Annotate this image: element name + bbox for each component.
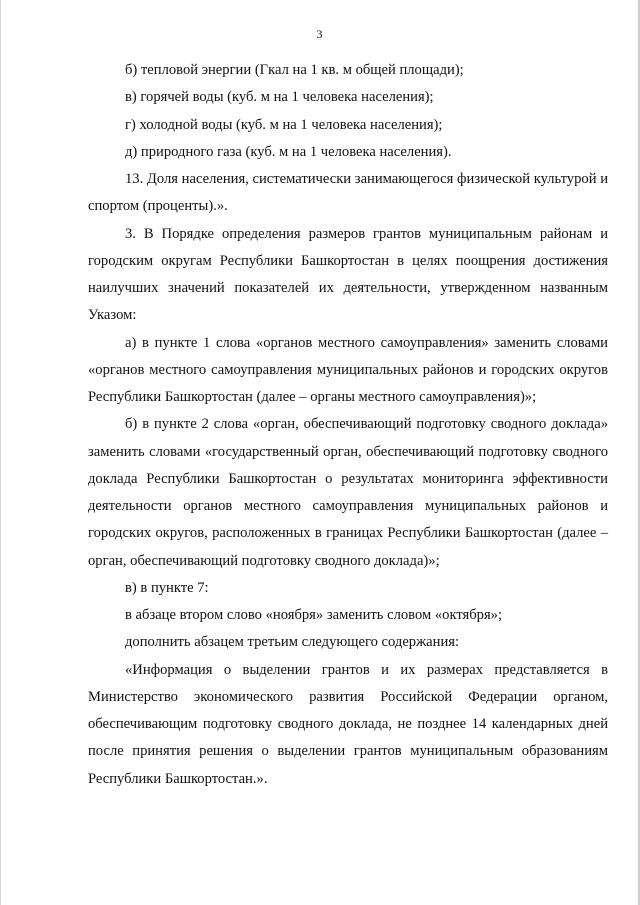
paragraph-section-3: 3. В Порядке определения размеров грантов муниципальным районам и городским округам Республики Башкортостан в целях поощрения достижения наилучших значений показателей их деятельности, утвержденном названным Указом: (88, 225, 608, 324)
paragraph-item-13: 13. Доля населения, систематически занимающегося физической культурой и спортом (проценты).». (88, 171, 608, 215)
paragraph-quoted-text: «Информация о выделении грантов и их размерах представляется в Министерство экономического развития Российской Федерации органом, обеспечивающим подготовку сводного доклада, не позднее 14 календарных дней после принятия решения о выделении грантов муниципальным образованиям Республики Башкортостан.». (88, 661, 608, 787)
document-body (88, 57, 608, 793)
paragraph-natural-gas: д) природного газа (куб. м на 1 человека населения). (125, 143, 452, 160)
paragraph-hot-water: в) горячей воды (куб. м на 1 человека населения); (125, 89, 434, 106)
paragraph-heat-energy: б) тепловой энергии (Гкал на 1 кв. м общей площади); (125, 62, 464, 78)
page-number: 3 (316, 27, 323, 41)
paragraph-abzac-3-intro: дополнить абзацем третьим следующего содержания: (125, 634, 460, 651)
paragraph-cold-water: г) холодной воды (куб. м на 1 человека населения); (125, 116, 443, 133)
paragraph-point-b: б) в пункте 2 слова «орган, обеспечивающий подготовку сводного доклада» заменить словами «государственный орган, обеспечивающий подготовку сводного доклада Республики Башкортостан о результатах мониторинга эффективности деятельности органов местного самоуправления муниципальных районов и городских округов, расположенных в границах Республики Башкортостан (далее – орган, обеспечивающий подготовку сводного доклада)»; (88, 416, 608, 569)
paragraph-point-a: а) в пункте 1 слова «органов местного самоуправления» заменить словами «органов местного самоуправления муниципальных районов и городских округов Республики Башкортостан (далее – органы местного самоуправления)»; (88, 334, 608, 405)
paragraph-point-v: в) в пункте 7: (125, 579, 209, 596)
paragraph-abzac-2: в абзаце втором слово «ноября» заменить словом «октября»; (125, 607, 503, 623)
